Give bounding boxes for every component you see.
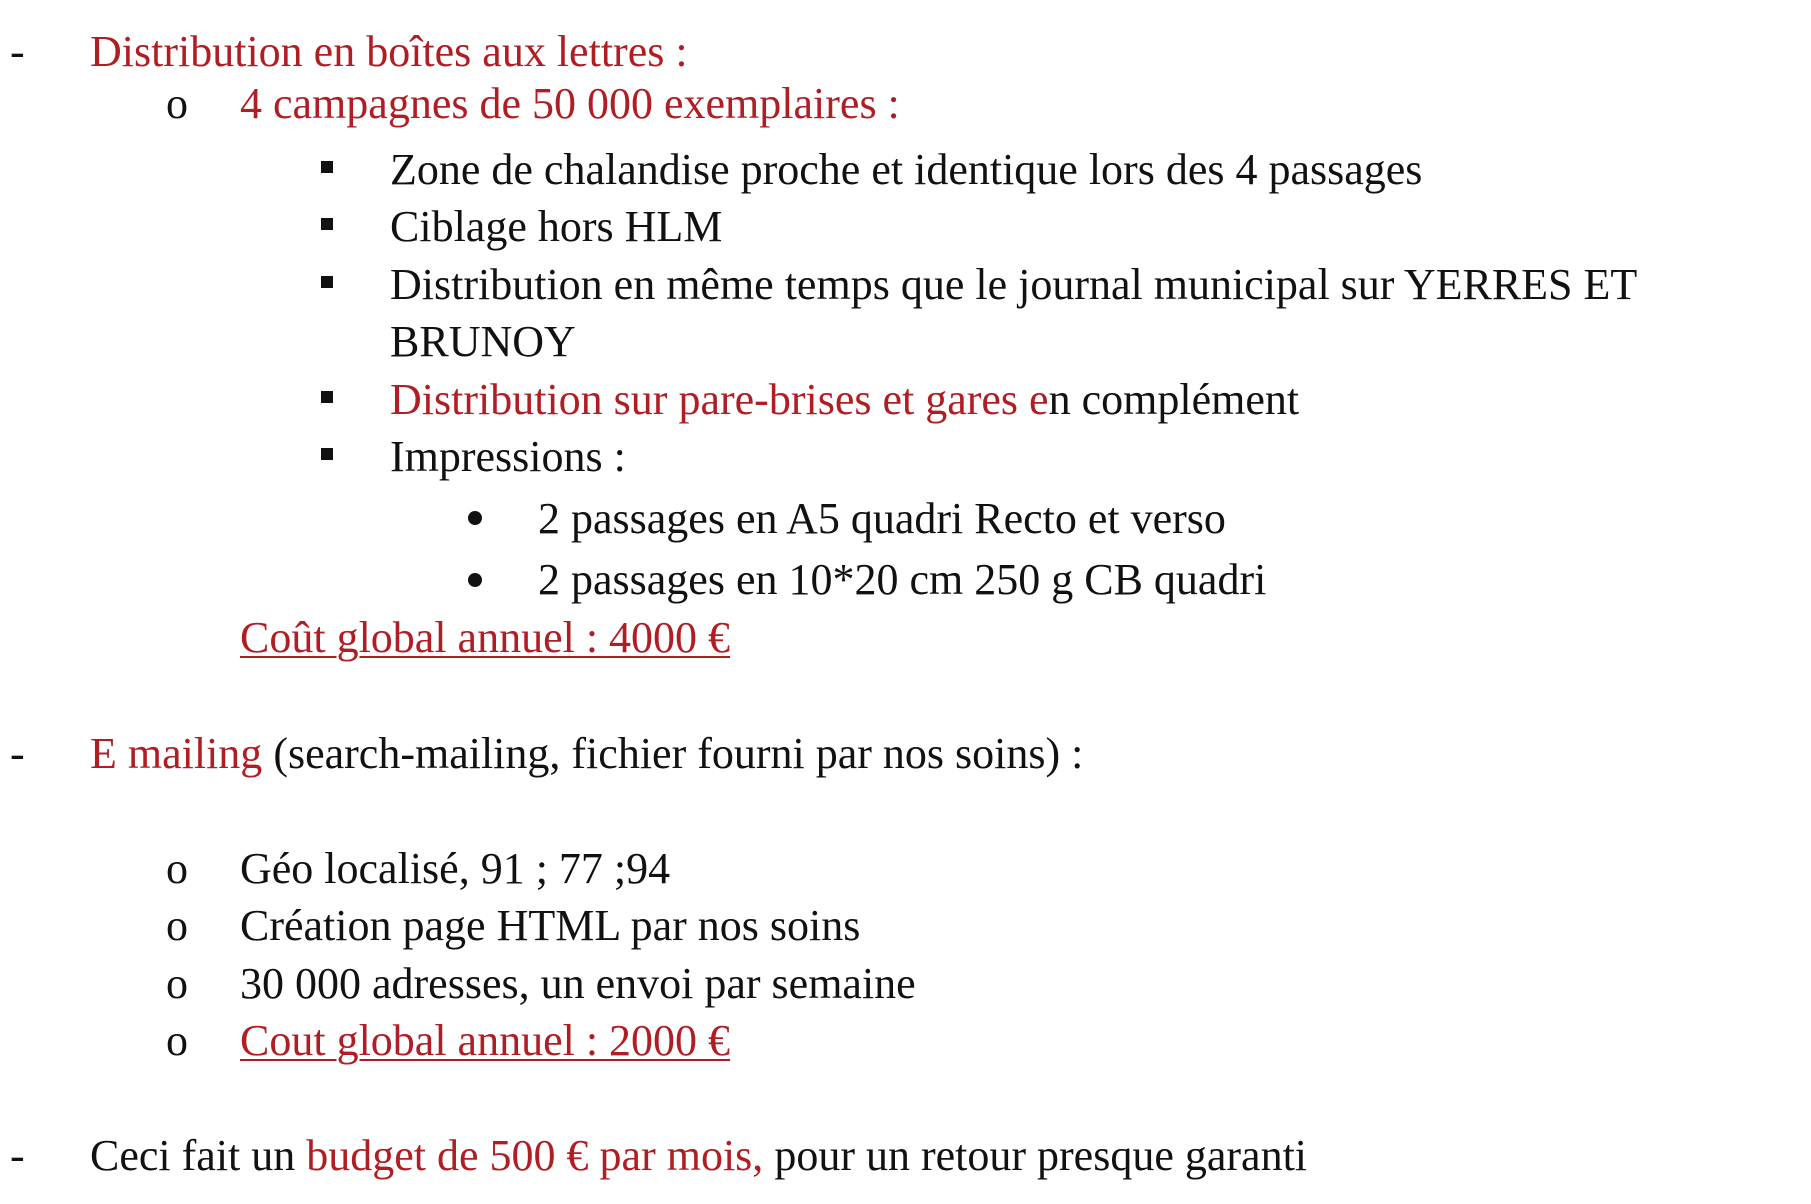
square-bullet-icon bbox=[321, 391, 333, 403]
emailing-item-adresses: 30 000 adresses, un envoi par semaine bbox=[240, 959, 916, 1008]
cost-distribution: Coût global annuel : 4000 € bbox=[240, 613, 731, 662]
emailing-item-geo: Géo localisé, 91 ; 77 ;94 bbox=[240, 844, 671, 893]
budget-part1: Ceci fait un bbox=[90, 1131, 307, 1180]
item-distribution-journal-cont: BRUNOY bbox=[390, 317, 576, 366]
circle-bullet: o bbox=[166, 1016, 188, 1065]
circle-bullet: o bbox=[166, 79, 188, 128]
section-emailing-title bbox=[90, 729, 1084, 778]
cost-emailing: Cout global annuel : 2000 € bbox=[240, 1016, 731, 1065]
item-distribution-journal: Distribution en même temps que le journal municipal sur YERRES ET bbox=[390, 260, 1638, 309]
budget-part2: budget de 500 € par mois, bbox=[306, 1131, 764, 1180]
dash-bullet: - bbox=[10, 729, 25, 778]
complement-black-text: n complément bbox=[1048, 375, 1300, 424]
round-bullet-icon bbox=[468, 573, 482, 587]
square-bullet-icon bbox=[321, 448, 333, 460]
campaign-line: 4 campagnes de 50 000 exemplaires : bbox=[240, 79, 900, 128]
dash-bullet: - bbox=[10, 27, 25, 76]
item-complement bbox=[390, 375, 1300, 424]
print-item-10x20: 2 passages en 10*20 cm 250 g CB quadri bbox=[538, 555, 1267, 604]
circle-bullet: o bbox=[166, 901, 188, 950]
dash-bullet: - bbox=[10, 1131, 25, 1180]
emailing-item-html: Création page HTML par nos soins bbox=[240, 901, 861, 950]
square-bullet-icon bbox=[321, 218, 333, 230]
budget-part3: pour un retour presque garanti bbox=[763, 1131, 1308, 1180]
print-item-a5: 2 passages en A5 quadri Recto et verso bbox=[538, 494, 1226, 543]
circle-bullet: o bbox=[166, 844, 188, 893]
item-zone: Zone de chalandise proche et identique lors des 4 passages bbox=[390, 145, 1423, 194]
section-distribution-title: Distribution en boîtes aux lettres : bbox=[90, 27, 688, 76]
emailing-black-text: (search-mailing, fichier fourni par nos soins) : bbox=[262, 729, 1084, 778]
item-impressions: Impressions : bbox=[390, 432, 626, 481]
complement-red-text: Distribution sur pare-brises et gares e bbox=[390, 375, 1049, 424]
round-bullet-icon bbox=[468, 511, 482, 525]
budget-summary bbox=[90, 1131, 1308, 1180]
item-ciblage: Ciblage hors HLM bbox=[390, 202, 723, 251]
circle-bullet: o bbox=[166, 959, 188, 1008]
square-bullet-icon bbox=[321, 276, 333, 288]
square-bullet-icon bbox=[321, 161, 333, 173]
emailing-red-text: E mailing bbox=[90, 729, 263, 778]
